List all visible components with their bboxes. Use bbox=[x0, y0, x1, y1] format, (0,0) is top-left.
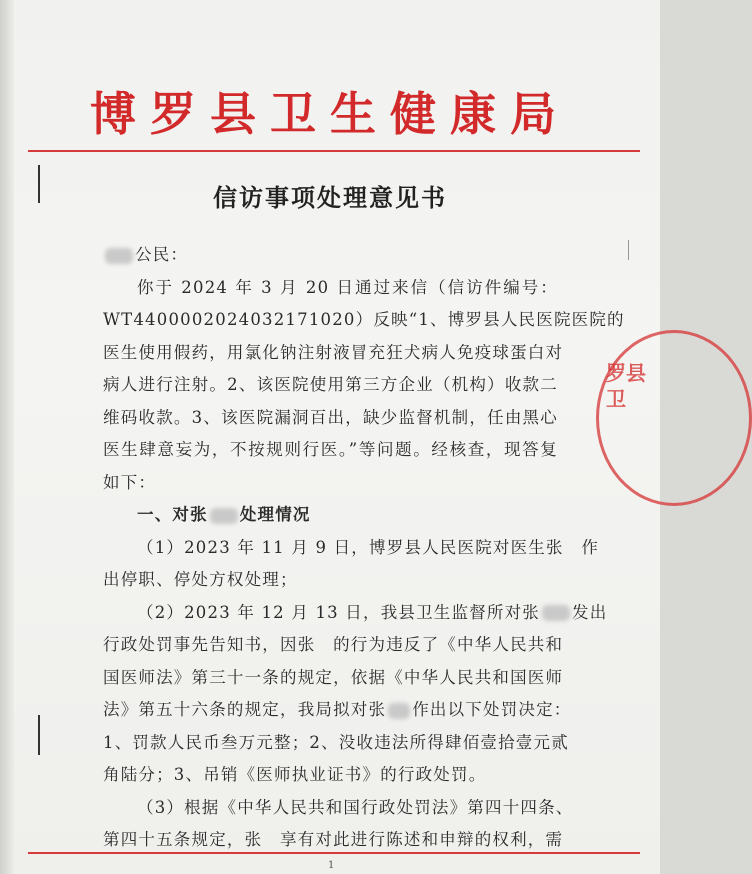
line-text: 发出 bbox=[572, 602, 608, 622]
body-line bbox=[103, 694, 572, 727]
body-line: 如下： bbox=[103, 472, 157, 492]
edge-mark bbox=[628, 240, 629, 260]
line-text: 公民： bbox=[135, 245, 189, 264]
line-text: 法》第五十六条的规定，我局拟对张 bbox=[103, 700, 387, 719]
line-text: 一、对张 bbox=[137, 505, 208, 524]
body-line: 医生使用假药，用氯化钠注射液冒充狂犬病人免疫球蛋白对 bbox=[103, 342, 564, 362]
header-red-rule bbox=[28, 150, 640, 152]
body-line bbox=[103, 239, 558, 272]
section-heading bbox=[103, 499, 558, 532]
body-line: 1、罚款人民币叁万元整；2、没收违法所得肆佰壹拾壹元贰 bbox=[103, 732, 569, 752]
body-line: （1）2023 年 11 月 9 日，博罗县人民医院对医生张 作 bbox=[137, 537, 600, 557]
document-title: 信访事项处理意见书 bbox=[213, 183, 447, 212]
redacted-name bbox=[210, 508, 238, 524]
body-line: 第四十五条规定，张 享有对此进行陈述和申辩的权利，需 bbox=[103, 830, 564, 849]
official-seal-text: 罗县卫 bbox=[606, 361, 646, 411]
body-line: 行政处罚事先告知书，因张 的行为违反了《中华人民共和 bbox=[103, 635, 564, 654]
body-line: （3）根据《中华人民共和国行政处罚法》第四十四条、 bbox=[137, 797, 574, 817]
body-line: 国医师法》第三十一条的规定，依据《中华人民共和国医师 bbox=[103, 667, 564, 687]
body-line: 维码收款。3、该医院漏洞百出，缺少监督机制，任由黑心 bbox=[103, 407, 558, 427]
line-text: 处理情况 bbox=[239, 505, 311, 524]
line-text: （2）2023 年 12 月 13 日，我县卫生监督所对张 bbox=[137, 602, 541, 622]
footer-red-rule bbox=[28, 852, 640, 854]
body-line: 医生肆意妄为，不按规则行医。”等问题。经核查，现答复 bbox=[103, 440, 558, 459]
body-line: 你于 2024 年 3 月 20 日通过来信（信访件编号： bbox=[137, 277, 558, 297]
letter-body bbox=[103, 239, 625, 857]
official-seal bbox=[596, 330, 752, 506]
body-line: 出停职、停处方权处理； bbox=[103, 570, 298, 589]
binding-mark bbox=[38, 715, 40, 755]
redacted-name bbox=[542, 605, 570, 621]
redacted-name bbox=[388, 703, 410, 719]
body-line: WT4400002024032171020）反映“1、博罗县人民医院医院的 bbox=[103, 310, 625, 329]
binding-mark bbox=[38, 165, 40, 203]
body-line: 角陆分；3、吊销《医师执业证书》的行政处罚。 bbox=[103, 765, 487, 784]
body-line: 病人进行注射。2、该医院使用第三方企业（机构）收款二 bbox=[103, 375, 558, 394]
body-line bbox=[103, 597, 608, 630]
redacted-name bbox=[105, 248, 133, 264]
org-name: 博罗县卫生健康局 bbox=[90, 87, 570, 141]
line-text: 作出以下处罚决定： bbox=[412, 700, 572, 719]
page-number: 1 bbox=[328, 860, 335, 871]
